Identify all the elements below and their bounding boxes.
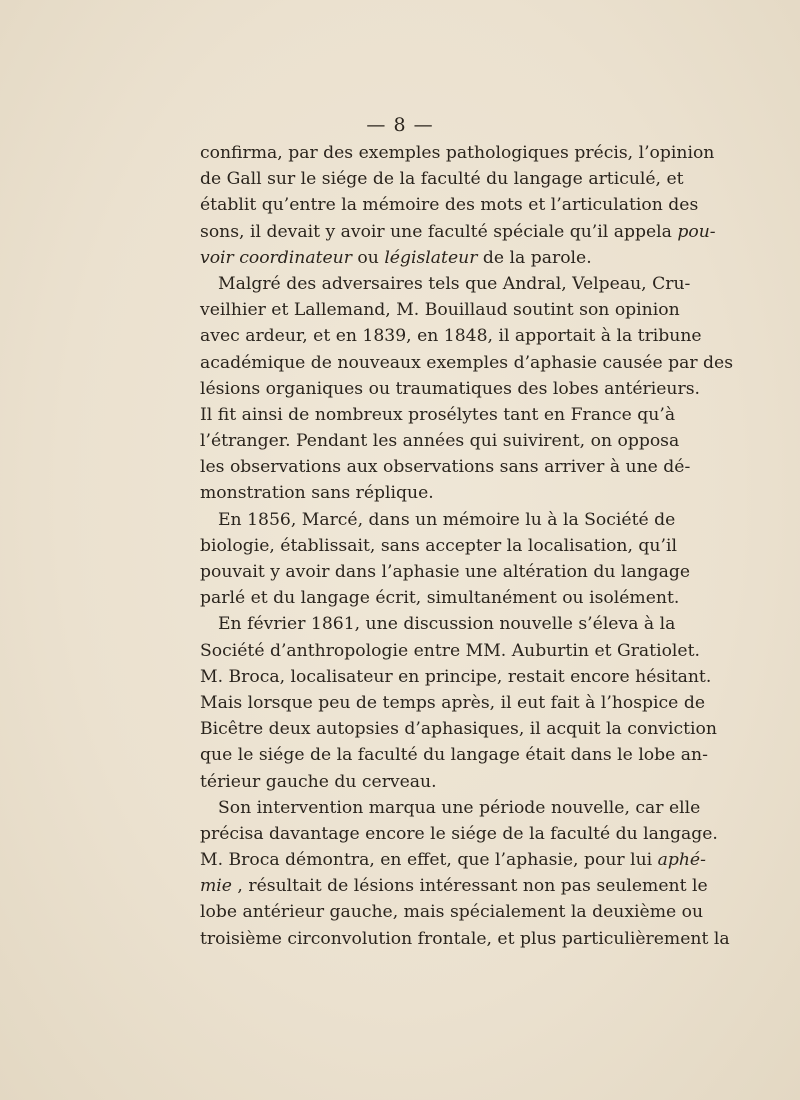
- text-line: [200, 140, 715, 166]
- text-segment: de Gall sur le siége de la faculté du langage articulé, et: [200, 169, 684, 190]
- text-segment: sons, il devait y avoir une faculté spéciale qu’il appela: [200, 221, 678, 242]
- text-segment: M. Broca démontra, en effet, que l’aphasie, pour lui: [200, 850, 658, 871]
- text-segment: En 1856, Marcé, dans un mémoire lu à la Société de: [218, 509, 676, 530]
- text-segment: de la parole.: [477, 247, 592, 268]
- text-segment: parlé et du langage écrit, simultanément ou isolément.: [200, 588, 680, 609]
- text-line: [200, 559, 691, 585]
- text-line: [200, 690, 705, 716]
- text-segment: que le siége de la faculté du langage était dans le lobe an-: [200, 745, 708, 766]
- italic-text: législateur: [384, 247, 478, 268]
- text-segment: Malgré des adversaires tels que Andral, Velpeau, Cru-: [218, 273, 691, 294]
- text-line: [200, 847, 706, 873]
- text-segment: académique de nouveaux exemples d’aphasie causée par des: [200, 352, 734, 373]
- text-segment: , résultait de lésions intéressant non pas seulement le: [231, 876, 708, 897]
- text-line: [200, 245, 638, 271]
- paragraph: [200, 795, 730, 952]
- text-line: [200, 926, 730, 952]
- italic-text: mie: [200, 876, 232, 897]
- text-line: [200, 376, 700, 402]
- paragraph: [200, 271, 734, 507]
- text-segment: térieur gauche du cerveau.: [200, 771, 437, 792]
- paragraph: [200, 140, 716, 271]
- text-line: [200, 323, 702, 349]
- paragraph: [200, 507, 691, 612]
- text-line: [200, 297, 680, 323]
- text-line: [200, 716, 717, 742]
- text-segment: Son intervention marqua une période nouvelle, car elle: [218, 797, 701, 818]
- text-line: [200, 454, 691, 480]
- text-line: [200, 899, 704, 925]
- text-line: [200, 350, 734, 376]
- text-line: [200, 166, 684, 192]
- text-segment: l’étranger. Pendant les années qui suivirent, on opposa: [200, 431, 680, 452]
- text-segment: Bicêtre deux autopsies d’aphasiques, il acquit la conviction: [200, 719, 717, 740]
- text-segment: les observations aux observations sans arriver à une dé-: [200, 457, 691, 478]
- italic-text: voir coordinateur: [200, 247, 352, 268]
- text-segment: Société d’anthropologie entre MM. Auburtin et Gratiolet.: [200, 640, 700, 661]
- text-line: [200, 873, 708, 899]
- text-segment: avec ardeur, et en 1839, en 1848, il apportait à la tribune: [200, 326, 702, 347]
- text-segment: précisa davantage encore le siége de la faculté du langage.: [200, 823, 718, 844]
- text-segment: Il fit ainsi de nombreux prosélytes tant en France qu’à: [200, 404, 676, 425]
- text-line: [200, 219, 716, 245]
- text-line: [200, 507, 676, 533]
- text-segment: En février 1861, une discussion nouvelle s’éleva à la: [218, 614, 676, 635]
- text-segment: M. Broca, localisateur en principe, restait encore hésitant.: [200, 666, 712, 687]
- text-line: [200, 638, 700, 664]
- text-segment: biologie, établissait, sans accepter la localisation, qu’il: [200, 535, 677, 556]
- text-segment: confirma, par des exemples pathologiques précis, l’opinion: [200, 143, 715, 163]
- italic-text: aphé-: [657, 850, 706, 871]
- text-line: [200, 192, 699, 218]
- text-segment: ou: [351, 247, 385, 268]
- text-line: [200, 795, 701, 821]
- text-line: [200, 664, 712, 690]
- text-segment: établit qu’entre la mémoire des mots et l’articulation des: [200, 195, 699, 216]
- body-text: [200, 140, 734, 952]
- text-segment: troisième circonvolution frontale, et plus particulièrement la: [200, 928, 730, 949]
- text-line: [200, 271, 691, 297]
- text-segment: lésions organiques ou traumatiques des lobes antérieurs.: [200, 378, 700, 399]
- text-line: [200, 428, 680, 454]
- text-line: [200, 742, 708, 768]
- text-line: [200, 402, 676, 428]
- text-line: [200, 821, 718, 847]
- text-segment: lobe antérieur gauche, mais spécialement la deuxième ou: [200, 902, 704, 923]
- text-line: [200, 769, 638, 795]
- text-line: [200, 611, 676, 637]
- text-segment: Mais lorsque peu de temps après, il eut fait à l’hospice de: [200, 692, 705, 713]
- paragraph: [200, 611, 717, 794]
- text-line: [200, 480, 638, 506]
- text-segment: monstration sans réplique.: [200, 483, 434, 504]
- text-segment: veilhier et Lallemand, M. Bouillaud soutint son opinion: [200, 300, 680, 321]
- text-line: [200, 533, 677, 559]
- page-number: — 8 —: [366, 114, 434, 136]
- italic-text: pou-: [677, 221, 716, 242]
- text-segment: pouvait y avoir dans l’aphasie une altération du langage: [200, 562, 691, 582]
- text-line: [200, 585, 680, 611]
